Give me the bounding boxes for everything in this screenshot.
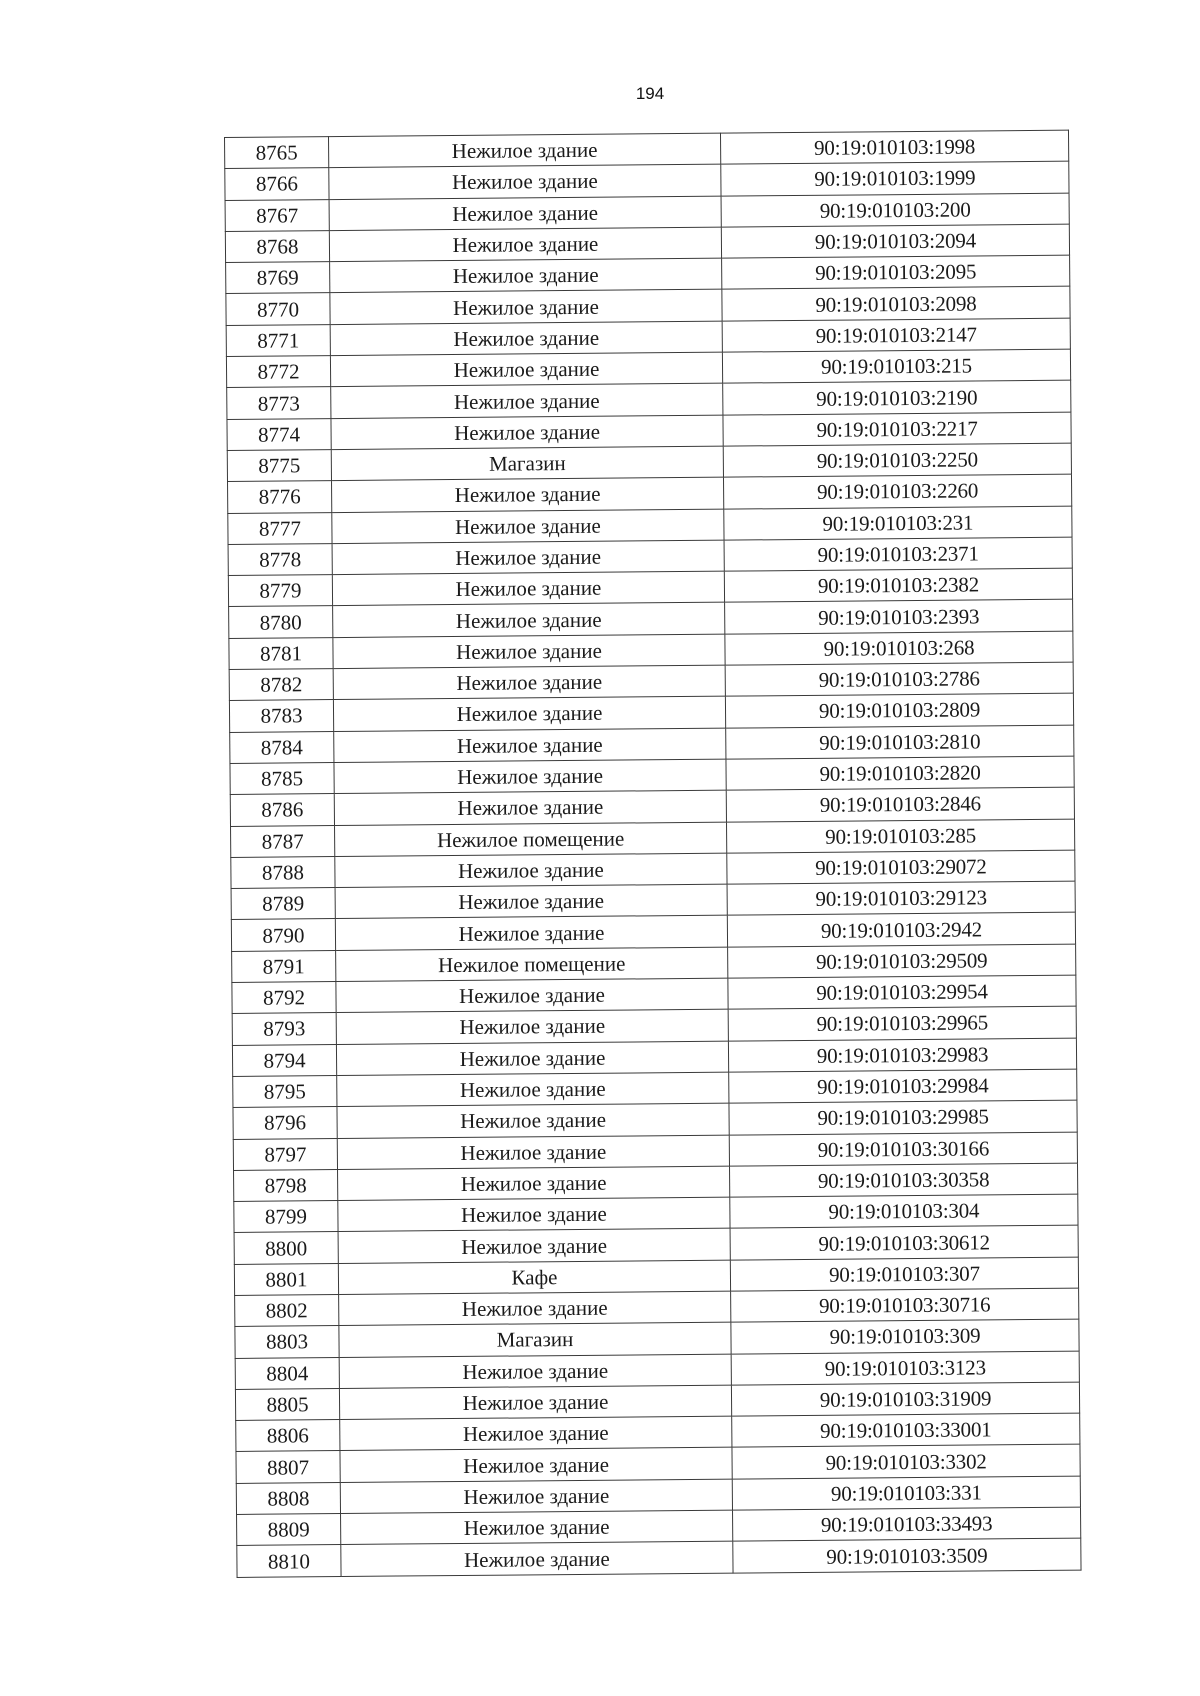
object-name-cell: Нежилое здание bbox=[335, 853, 727, 888]
row-number-cell: 8801 bbox=[234, 1263, 338, 1295]
object-name-cell: Нежилое здание bbox=[333, 603, 725, 638]
row-number-cell: 8791 bbox=[232, 950, 336, 982]
registry-table bbox=[224, 130, 1082, 1578]
object-name-cell: Нежилое здание bbox=[340, 1448, 732, 1483]
cadastral-number-cell: 90:19:010103:1999 bbox=[721, 161, 1069, 195]
cadastral-number-cell: 90:19:010103:309 bbox=[731, 1319, 1079, 1353]
cadastral-number-cell: 90:19:010103:29985 bbox=[729, 1100, 1077, 1134]
row-number-cell: 8772 bbox=[226, 356, 330, 388]
row-number-cell: 8794 bbox=[232, 1044, 336, 1076]
object-name-cell: Нежилое здание bbox=[329, 227, 721, 262]
object-name-cell: Нежилое здание bbox=[332, 571, 724, 606]
row-number-cell: 8802 bbox=[235, 1295, 339, 1327]
cadastral-number-cell: 90:19:010103:2095 bbox=[722, 255, 1070, 289]
row-number-cell: 8768 bbox=[225, 230, 329, 262]
object-name-cell: Нежилое здание bbox=[330, 290, 722, 325]
row-number-cell: 8786 bbox=[230, 794, 334, 826]
object-name-cell: Нежилое здание bbox=[337, 1072, 729, 1107]
object-name-cell: Нежилое здание bbox=[341, 1510, 733, 1545]
object-name-cell: Нежилое здание bbox=[340, 1479, 732, 1514]
cadastral-number-cell: 90:19:010103:29509 bbox=[728, 944, 1076, 978]
cadastral-number-cell: 90:19:010103:29965 bbox=[728, 1006, 1076, 1040]
cadastral-number-cell: 90:19:010103:31909 bbox=[731, 1382, 1079, 1416]
row-number-cell: 8783 bbox=[229, 700, 333, 732]
row-number-cell: 8795 bbox=[233, 1075, 337, 1107]
row-number-cell: 8770 bbox=[226, 293, 330, 325]
row-number-cell: 8810 bbox=[237, 1545, 341, 1577]
cadastral-number-cell: 90:19:010103:29954 bbox=[728, 975, 1076, 1009]
row-number-cell: 8765 bbox=[225, 137, 329, 169]
row-number-cell: 8782 bbox=[229, 669, 333, 701]
object-name-cell: Нежилое здание bbox=[338, 1166, 730, 1201]
row-number-cell: 8771 bbox=[226, 324, 330, 356]
row-number-cell: 8776 bbox=[228, 481, 332, 513]
row-number-cell: 8778 bbox=[228, 543, 332, 575]
object-name-cell: Нежилое здание bbox=[332, 509, 724, 544]
row-number-cell: 8796 bbox=[233, 1107, 337, 1139]
cadastral-number-cell: 90:19:010103:2250 bbox=[723, 443, 1071, 477]
object-name-cell: Нежилое здание bbox=[333, 696, 725, 731]
row-number-cell: 8780 bbox=[229, 606, 333, 638]
cadastral-number-cell: 90:19:010103:3302 bbox=[732, 1445, 1080, 1479]
cadastral-number-cell: 90:19:010103:3123 bbox=[731, 1351, 1079, 1385]
row-number-cell: 8774 bbox=[227, 418, 331, 450]
object-name-cell: Нежилое здание bbox=[340, 1416, 732, 1451]
row-number-cell: 8769 bbox=[226, 262, 330, 294]
row-number-cell: 8784 bbox=[230, 731, 334, 763]
object-name-cell: Нежилое здание bbox=[331, 415, 723, 450]
cadastral-number-cell: 90:19:010103:33493 bbox=[733, 1507, 1081, 1541]
cadastral-number-cell: 90:19:010103:2786 bbox=[725, 662, 1073, 696]
object-name-cell: Нежилое здание bbox=[339, 1385, 731, 1420]
object-name-cell: Нежилое здание bbox=[336, 1009, 728, 1044]
registry-table-body bbox=[225, 130, 1082, 1577]
object-name-cell: Нежилое здание bbox=[329, 196, 721, 231]
row-number-cell: 8808 bbox=[236, 1482, 340, 1514]
row-number-cell: 8789 bbox=[231, 888, 335, 920]
page-number: 194 bbox=[635, 84, 665, 103]
cadastral-number-cell: 90:19:010103:30716 bbox=[731, 1288, 1079, 1322]
object-name-cell: Нежилое здание bbox=[331, 384, 723, 419]
cadastral-number-cell: 90:19:010103:30358 bbox=[729, 1163, 1077, 1197]
cadastral-number-cell: 90:19:010103:2147 bbox=[722, 318, 1070, 352]
cadastral-number-cell: 90:19:010103:2260 bbox=[723, 474, 1071, 508]
cadastral-number-cell: 90:19:010103:268 bbox=[725, 631, 1073, 665]
cadastral-number-cell: 90:19:010103:2098 bbox=[722, 287, 1070, 321]
table-row bbox=[237, 1538, 1081, 1577]
object-name-cell: Нежилое здание bbox=[333, 665, 725, 700]
object-name-cell: Нежилое здание bbox=[334, 759, 726, 794]
object-name-cell: Нежилое здание bbox=[338, 1229, 730, 1264]
object-name-cell: Нежилое здание bbox=[330, 352, 722, 387]
row-number-cell: 8805 bbox=[235, 1388, 339, 1420]
object-name-cell: Нежилое здание bbox=[333, 634, 725, 669]
row-number-cell: 8792 bbox=[232, 982, 336, 1014]
cadastral-number-cell: 90:19:010103:2094 bbox=[721, 224, 1069, 258]
object-name-cell: Магазин bbox=[331, 446, 723, 481]
object-name-cell: Нежилое здание bbox=[330, 258, 722, 293]
cadastral-number-cell: 90:19:010103:2810 bbox=[726, 725, 1074, 759]
cadastral-number-cell: 90:19:010103:29123 bbox=[727, 881, 1075, 915]
cadastral-number-cell: 90:19:010103:2371 bbox=[724, 537, 1072, 571]
row-number-cell: 8788 bbox=[231, 856, 335, 888]
object-name-cell: Нежилое здание bbox=[337, 1135, 729, 1170]
row-number-cell: 8793 bbox=[232, 1013, 336, 1045]
object-name-cell: Нежилое здание bbox=[330, 321, 722, 356]
object-name-cell: Нежилое здание bbox=[332, 540, 724, 575]
cadastral-number-cell: 90:19:010103:3509 bbox=[733, 1538, 1081, 1572]
cadastral-number-cell: 90:19:010103:2846 bbox=[726, 787, 1074, 821]
object-name-cell: Нежилое здание bbox=[329, 164, 721, 199]
object-name-cell: Нежилое здание bbox=[335, 916, 727, 951]
row-number-cell: 8775 bbox=[227, 450, 331, 482]
cadastral-number-cell: 90:19:010103:2820 bbox=[726, 756, 1074, 790]
object-name-cell: Нежилое помещение bbox=[335, 822, 727, 857]
registry-table-container bbox=[224, 130, 1081, 1578]
cadastral-number-cell: 90:19:010103:2190 bbox=[723, 380, 1071, 414]
object-name-cell: Нежилое здание bbox=[337, 1103, 729, 1138]
cadastral-number-cell: 90:19:010103:2942 bbox=[727, 913, 1075, 947]
cadastral-number-cell: 90:19:010103:29072 bbox=[727, 850, 1075, 884]
object-name-cell: Нежилое здание bbox=[329, 133, 721, 168]
row-number-cell: 8799 bbox=[234, 1201, 338, 1233]
row-number-cell: 8809 bbox=[237, 1514, 341, 1546]
cadastral-number-cell: 90:19:010103:1998 bbox=[720, 130, 1068, 164]
object-name-cell: Нежилое здание bbox=[338, 1197, 730, 1232]
object-name-cell: Нежилое здание bbox=[336, 978, 728, 1013]
object-name-cell: Нежилое здание bbox=[339, 1354, 731, 1389]
cadastral-number-cell: 90:19:010103:2382 bbox=[724, 568, 1072, 602]
object-name-cell: Нежилое здание bbox=[334, 790, 726, 825]
object-name-cell: Нежилое здание bbox=[332, 477, 724, 512]
object-name-cell: Нежилое здание bbox=[341, 1541, 733, 1576]
cadastral-number-cell: 90:19:010103:33001 bbox=[732, 1413, 1080, 1447]
row-number-cell: 8797 bbox=[233, 1138, 337, 1170]
row-number-cell: 8773 bbox=[227, 387, 331, 419]
row-number-cell: 8787 bbox=[231, 825, 335, 857]
cadastral-number-cell: 90:19:010103:2217 bbox=[723, 412, 1071, 446]
object-name-cell: Нежилое помещение bbox=[336, 947, 728, 982]
object-name-cell: Нежилое здание bbox=[334, 728, 726, 763]
row-number-cell: 8806 bbox=[236, 1420, 340, 1452]
object-name-cell: Нежилое здание bbox=[336, 1041, 728, 1076]
cadastral-number-cell: 90:19:010103:215 bbox=[722, 349, 1070, 383]
object-name-cell: Магазин bbox=[339, 1322, 731, 1357]
object-name-cell: Нежилое здание bbox=[339, 1291, 731, 1326]
row-number-cell: 8803 bbox=[235, 1326, 339, 1358]
cadastral-number-cell: 90:19:010103:231 bbox=[724, 506, 1072, 540]
row-number-cell: 8798 bbox=[234, 1169, 338, 1201]
object-name-cell: Нежилое здание bbox=[335, 884, 727, 919]
cadastral-number-cell: 90:19:010103:200 bbox=[721, 193, 1069, 227]
row-number-cell: 8767 bbox=[225, 199, 329, 231]
cadastral-number-cell: 90:19:010103:29983 bbox=[728, 1038, 1076, 1072]
cadastral-number-cell: 90:19:010103:2393 bbox=[725, 600, 1073, 634]
row-number-cell: 8779 bbox=[228, 575, 332, 607]
row-number-cell: 8766 bbox=[225, 168, 329, 200]
row-number-cell: 8804 bbox=[235, 1357, 339, 1389]
cadastral-number-cell: 90:19:010103:30612 bbox=[730, 1225, 1078, 1259]
row-number-cell: 8785 bbox=[230, 763, 334, 795]
cadastral-number-cell: 90:19:010103:29984 bbox=[729, 1069, 1077, 1103]
row-number-cell: 8777 bbox=[228, 512, 332, 544]
row-number-cell: 8790 bbox=[231, 919, 335, 951]
cadastral-number-cell: 90:19:010103:304 bbox=[730, 1194, 1078, 1228]
object-name-cell: Кафе bbox=[338, 1260, 730, 1295]
cadastral-number-cell: 90:19:010103:331 bbox=[732, 1476, 1080, 1510]
row-number-cell: 8807 bbox=[236, 1451, 340, 1483]
cadastral-number-cell: 90:19:010103:30166 bbox=[729, 1132, 1077, 1166]
row-number-cell: 8800 bbox=[234, 1232, 338, 1264]
row-number-cell: 8781 bbox=[229, 637, 333, 669]
cadastral-number-cell: 90:19:010103:285 bbox=[726, 819, 1074, 853]
cadastral-number-cell: 90:19:010103:307 bbox=[730, 1257, 1078, 1291]
cadastral-number-cell: 90:19:010103:2809 bbox=[725, 693, 1073, 727]
